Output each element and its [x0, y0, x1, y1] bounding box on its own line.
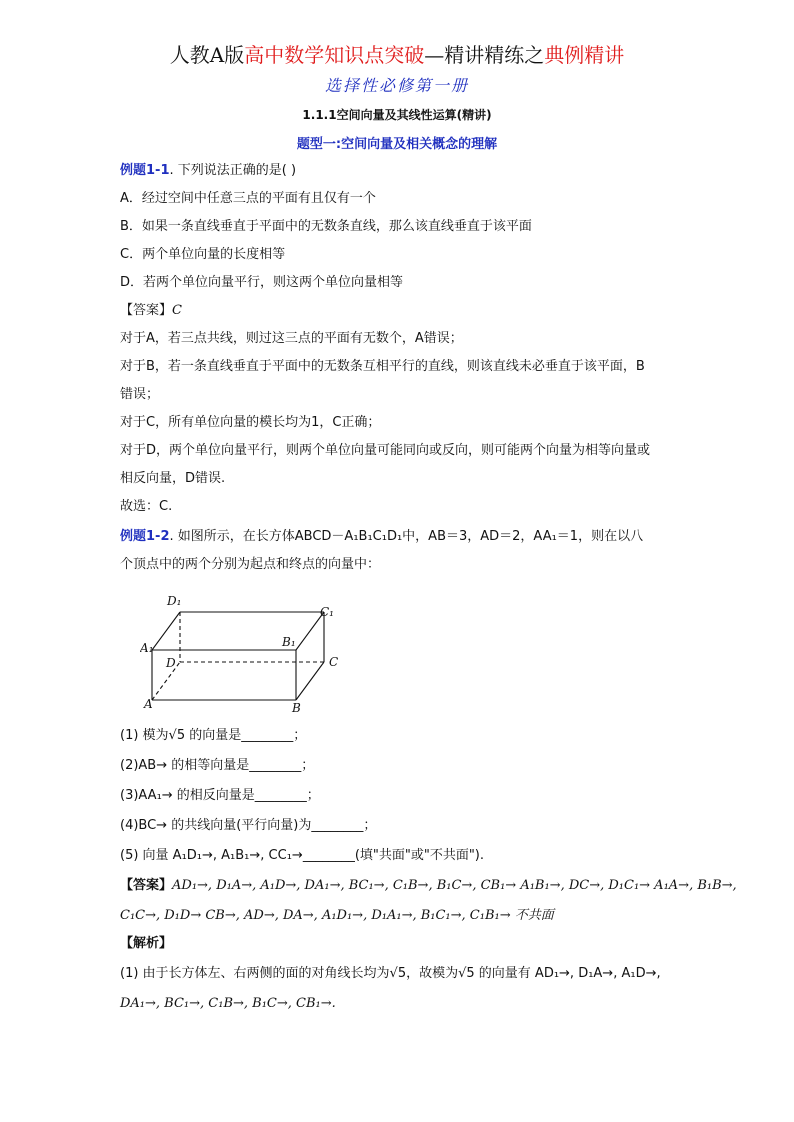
title-publisher: 人教A版 — [169, 43, 245, 67]
example2-subquestion-5: (5) 向量 A₁D₁→, A₁B₁→, CC₁→________(填"共面"或"不共面"). — [120, 848, 485, 863]
example1-option-a: A．经过空间中任意三点的平面有且仅有一个 — [120, 191, 376, 206]
example2-subquestion-1: (1) 模为√5 的向量是________； — [120, 728, 307, 743]
vertex-label-d1: D₁ — [167, 594, 182, 608]
title-series: 典例精讲 — [544, 43, 625, 67]
example2-answer-label: 【答案】 — [120, 878, 173, 893]
example1-question-text: . 下列说法正确的是( ) — [169, 163, 297, 178]
example2-answer — [120, 877, 737, 895]
example1-answer — [120, 302, 182, 320]
vertex-label-a1: A₁ — [140, 641, 154, 655]
example2-subquestion-4: (4)BC→ 的共线向量(平行向量)为________； — [120, 818, 377, 833]
title-connector: —精讲精练之 — [424, 43, 545, 67]
document-subtitle: 选择性必修第一册 — [324, 76, 469, 95]
example1-answer-value: C — [172, 303, 182, 318]
example1-analysis-line: 错误； — [120, 387, 160, 402]
example2-label: 例题1-2 — [120, 529, 170, 544]
example1-analysis-line: 相反向量，D错误. — [120, 471, 226, 486]
cuboid-figure — [140, 590, 340, 715]
example2-analysis-label: 【解析】 — [120, 936, 173, 951]
example1-option-b: B．如果一条直线垂直于平面中的无数条直线，那么该直线垂直于该平面 — [120, 219, 532, 234]
vertex-label-a: A — [144, 697, 153, 711]
vertex-label-c: C — [329, 655, 339, 669]
vertex-label-d: D — [166, 656, 176, 670]
edge-bc — [296, 662, 324, 700]
example2-analysis-line1: (1) 由于长方体左、右两侧的面的对角线长均为√5，故模为√5 的向量有 AD₁→, D₁A→, A₁D→, — [120, 966, 661, 981]
example1-conclusion: 故选：C. — [120, 499, 173, 514]
example2-analysis-line2: DA₁→, BC₁→, C₁B→, B₁C→, CB₁→. — [120, 996, 336, 1011]
example1-question — [120, 162, 296, 180]
vertex-label-b: B — [292, 701, 301, 715]
example2-question — [120, 528, 643, 546]
section-heading: 1.1.1空间向量及其线性运算(精讲) — [302, 108, 492, 122]
example2-question-text: . 如图所示，在长方体ABCD－A₁B₁C₁D₁中，AB＝3，AD＝2，AA₁＝1，则在以八 — [169, 529, 644, 544]
example2-subquestion-2: (2)AB→ 的相等向量是________； — [120, 758, 315, 773]
example2-subquestion-3: (3)AA₁→ 的相反向量是________； — [120, 788, 320, 803]
example1-analysis-line: 对于C，所有单位向量的模长均为1，C正确； — [120, 415, 381, 430]
example2-question-line2: 个顶点中的两个分别为起点和终点的向量中： — [120, 557, 381, 572]
vertex-label-b1: B₁ — [282, 635, 296, 649]
example2-answer-line1: AD₁→, D₁A→, A₁D→, DA₁→, BC₁→, C₁B→, B₁C→, CB₁→ A₁B₁→, DC→, D₁C₁→ A₁A→, B₁B→, — [172, 878, 737, 893]
question-type-heading: 题型一:空间向量及相关概念的理解 — [296, 137, 498, 152]
example1-option-c: C．两个单位向量的长度相等 — [120, 247, 286, 262]
example1-analysis-line: 对于B，若一条直线垂直于平面中的无数条互相平行的直线，则该直线未必垂直于该平面，B — [120, 359, 645, 374]
example1-answer-label: 【答案】 — [120, 303, 173, 318]
example1-option-d: D．若两个单位向量平行，则这两个单位向量相等 — [120, 275, 404, 290]
title-topic: 高中数学知识点突破 — [244, 43, 425, 67]
example1-label: 例题1-1 — [120, 163, 170, 178]
example1-analysis-line: 对于D，两个单位向量平行，则两个单位向量可能同向或反向，则可能两个向量为相等向量或 — [120, 443, 651, 458]
edge-a1d1 — [152, 612, 180, 650]
example1-analysis-line: 对于A，若三点共线，则过这三点的平面有无数个，A错误； — [120, 331, 463, 346]
example2-answer-line2: C₁C→, D₁D→ CB→, AD→, DA→, A₁D₁→, D₁A₁→, B₁C₁→, C₁B₁→ 不共面 — [120, 908, 554, 923]
vertex-label-c1: C₁ — [320, 605, 334, 619]
document-title — [0, 40, 794, 70]
